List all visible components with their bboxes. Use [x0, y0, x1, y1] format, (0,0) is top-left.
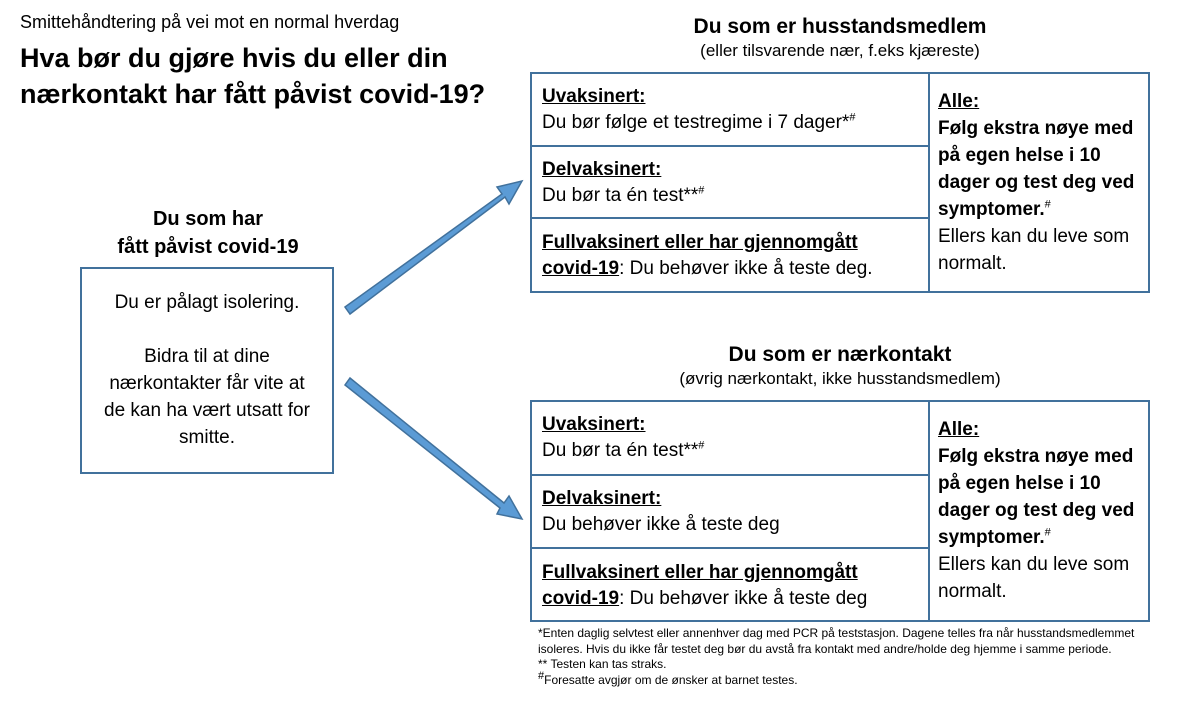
infected-inform-text: Bidra til at dine nærkontakter får vite at de kan ha vært utsatt for smitte. [104, 346, 310, 448]
household-unvaccinated-label: Uvaksinert: [542, 86, 646, 107]
arrow-to-contact [345, 378, 522, 519]
household-subtitle: (eller tilsvarende nær, f.eks kjæreste) [700, 41, 980, 60]
household-full-cell [532, 224, 928, 291]
contact-all-normal: Ellers kan du leve som normalt. [938, 554, 1130, 602]
page-title: Hva bør du gjøre hvis du eller din nærkontakt har fått påvist covid-19? [20, 43, 486, 109]
household-all-sup: # [1044, 198, 1051, 211]
infected-isolation-text: Du er pålagt isolering. [114, 292, 300, 313]
contact-unvaccinated-cell [532, 406, 928, 474]
contact-full-label-line1: Fullvaksinert eller har gjennomgått [542, 562, 858, 583]
household-table [530, 72, 1150, 293]
household-title: Du som er husstandsmedlem [693, 15, 987, 38]
contact-all-bold: Følg ekstra nøye med på egen helse i 10 dager og test deg ved symptomer. [938, 446, 1135, 548]
household-all-cell [930, 74, 1148, 291]
contact-all-label: Alle: [938, 419, 980, 440]
household-all-label: Alle: [938, 91, 980, 112]
footnote-1: *Enten daglig selvtest eller annenhver dag med PCR på teststasjon. Dagene telles fra når husstandsmedlemmet isoleres. Hvis du ikke får testet deg bør du avstå fra kontakt med andre/holde deg hjemme i samme periode. [538, 626, 1135, 656]
household-partial-text: Du bør ta én test** [542, 185, 699, 206]
household-unvaccinated-sup: # [849, 111, 856, 124]
contact-all-sup: # [1044, 526, 1051, 539]
household-unvaccinated-text: Du bør følge et testregime i 7 dager* [542, 112, 850, 133]
household-partial-cell [532, 151, 928, 217]
household-full-label-line1: Fullvaksinert eller har gjennomgått [542, 232, 858, 253]
contact-full-cell [532, 554, 928, 620]
household-full-label-line2: covid-19 [542, 258, 620, 279]
footnote-2: ** Testen kan tas straks. [538, 657, 667, 671]
contact-partial-text: Du behøver ikke å teste deg [542, 514, 780, 535]
contact-header [530, 342, 1150, 390]
household-full-text: : Du behøver ikke å teste deg. [619, 258, 873, 279]
household-all-normal: Ellers kan du leve som normalt. [938, 226, 1130, 274]
contact-partial-label: Delvaksinert: [542, 488, 662, 509]
contact-title: Du som er nærkontakt [728, 343, 952, 366]
contact-unvaccinated-sup: # [698, 439, 705, 452]
arrow-to-household [345, 181, 522, 314]
contact-all-cell [930, 402, 1148, 620]
household-unvaccinated-cell [532, 78, 928, 145]
contact-subtitle: (øvrig nærkontakt, ikke husstandsmedlem) [679, 369, 1001, 388]
contact-full-text: : Du behøver ikke å teste deg [619, 588, 868, 609]
contact-unvaccinated-text: Du bør ta én test** [542, 440, 699, 461]
contact-partial-cell [532, 480, 928, 547]
household-partial-sup: # [698, 184, 705, 197]
contact-full-label-line2: covid-19 [542, 588, 620, 609]
footnote-3: Foresatte avgjør om de ønsker at barnet testes. [544, 672, 798, 687]
page-subtitle: Smittehåndtering på vei mot en normal hverdag [20, 12, 400, 32]
household-all-bold: Følg ekstra nøye med på egen helse i 10 dager og test deg ved symptomer. [938, 118, 1135, 220]
footnote-3-sup: # [538, 669, 545, 682]
household-header [530, 14, 1150, 62]
infected-heading-line2: fått påvist covid-19 [117, 236, 299, 258]
household-partial-label: Delvaksinert: [542, 159, 662, 180]
contact-table [530, 400, 1150, 622]
contact-unvaccinated-label: Uvaksinert: [542, 414, 646, 435]
footnotes [538, 626, 1178, 688]
infected-heading-line1: Du som har [152, 208, 264, 230]
